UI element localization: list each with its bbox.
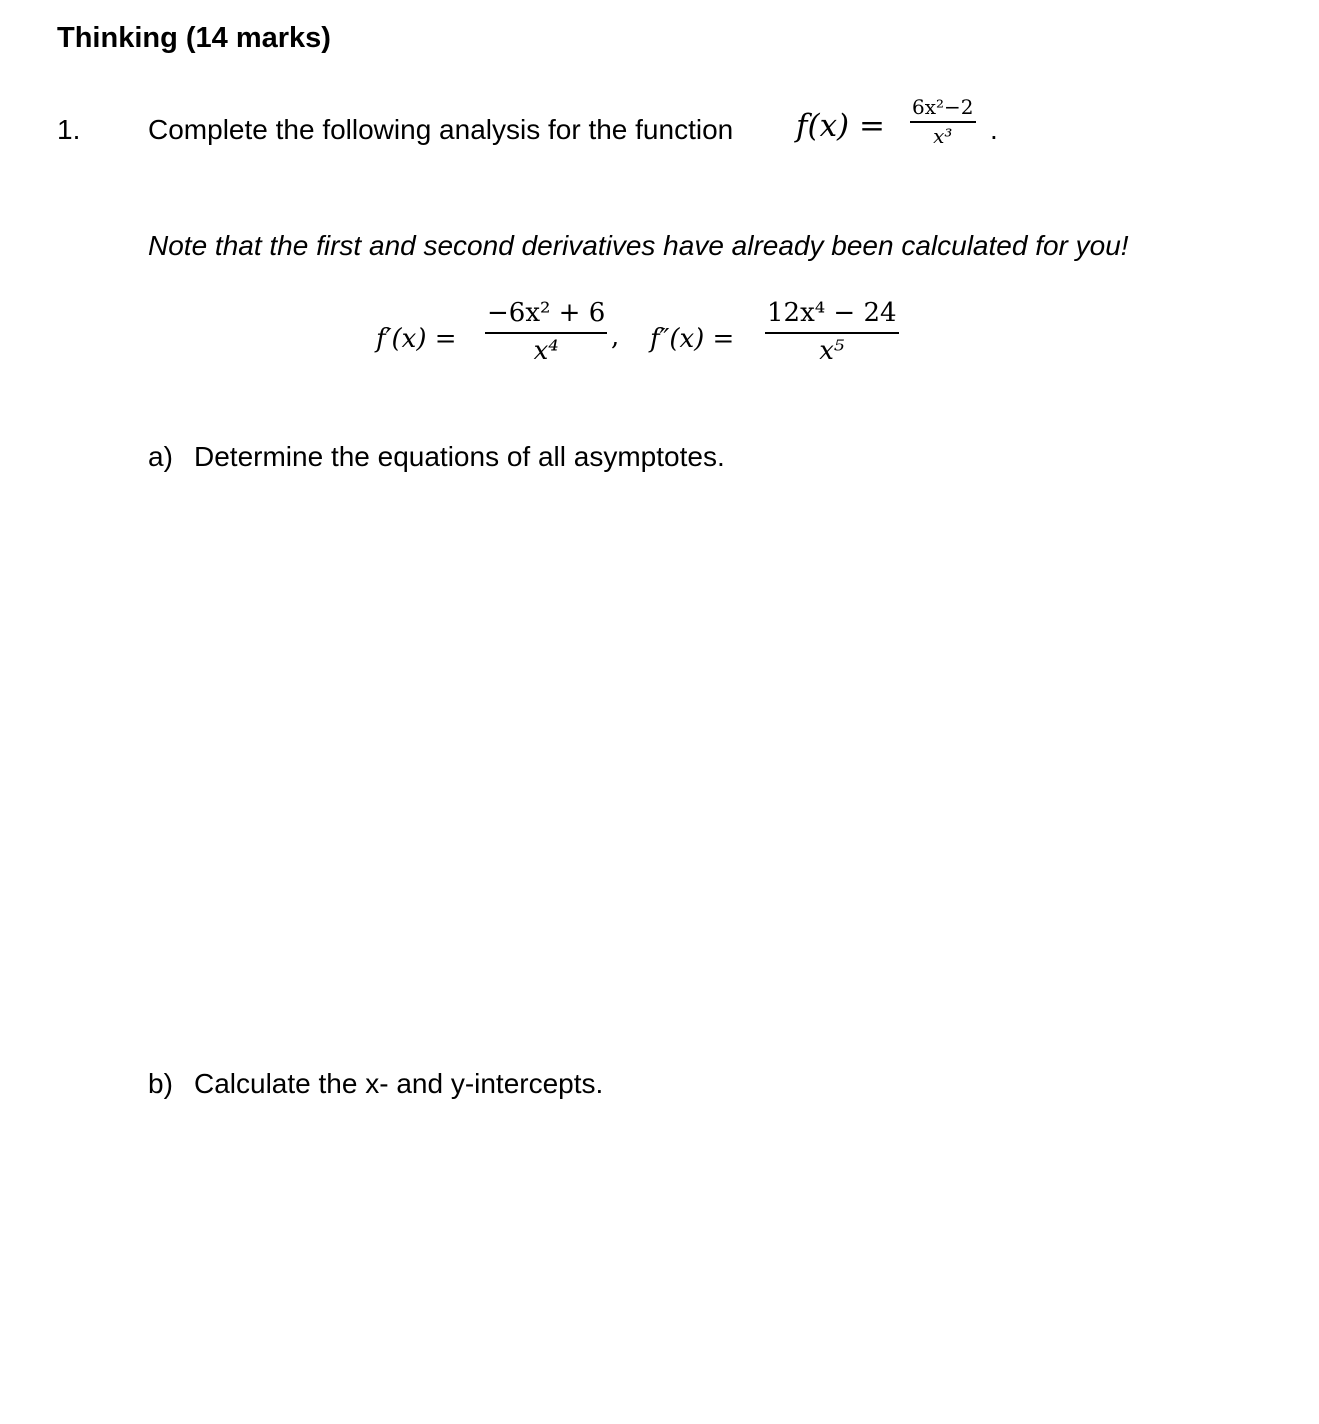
section-heading: Thinking (14 marks) [57, 22, 331, 54]
function-denominator: x³ [933, 124, 953, 148]
part-b-text: Calculate the x- and y-intercepts. [194, 1068, 604, 1099]
second-derivative-label: f″(x) = [650, 324, 735, 354]
function-numerator: 6x²−2 [912, 95, 974, 119]
part-a-text: Determine the equations of all asymptotes. [194, 441, 725, 472]
function-period: . [990, 114, 998, 145]
question-number: 1. [57, 114, 81, 145]
part-a [148, 441, 725, 473]
part-a-letter: a) [148, 441, 173, 472]
part-b-letter: b) [148, 1068, 173, 1099]
first-derivative-denominator: x⁴ [533, 336, 559, 366]
part-b [148, 1068, 603, 1100]
second-derivative-denominator: x⁵ [819, 336, 845, 366]
function-fraction [910, 95, 976, 148]
question-text: Complete the following analysis for the function [148, 114, 734, 145]
second-derivative-fraction [765, 298, 899, 366]
first-derivative-fraction [485, 298, 607, 366]
first-derivative-numerator: −6x² + 6 [487, 298, 606, 328]
second-derivative-numerator: 12x⁴ − 24 [767, 298, 897, 328]
derivative-separator: , [611, 322, 620, 352]
first-derivative-label: f′(x) = [376, 324, 457, 354]
function-label: f(x) = [796, 108, 885, 144]
derivatives-note: Note that the first and second derivatives have already been calculated for you! [148, 230, 1129, 261]
